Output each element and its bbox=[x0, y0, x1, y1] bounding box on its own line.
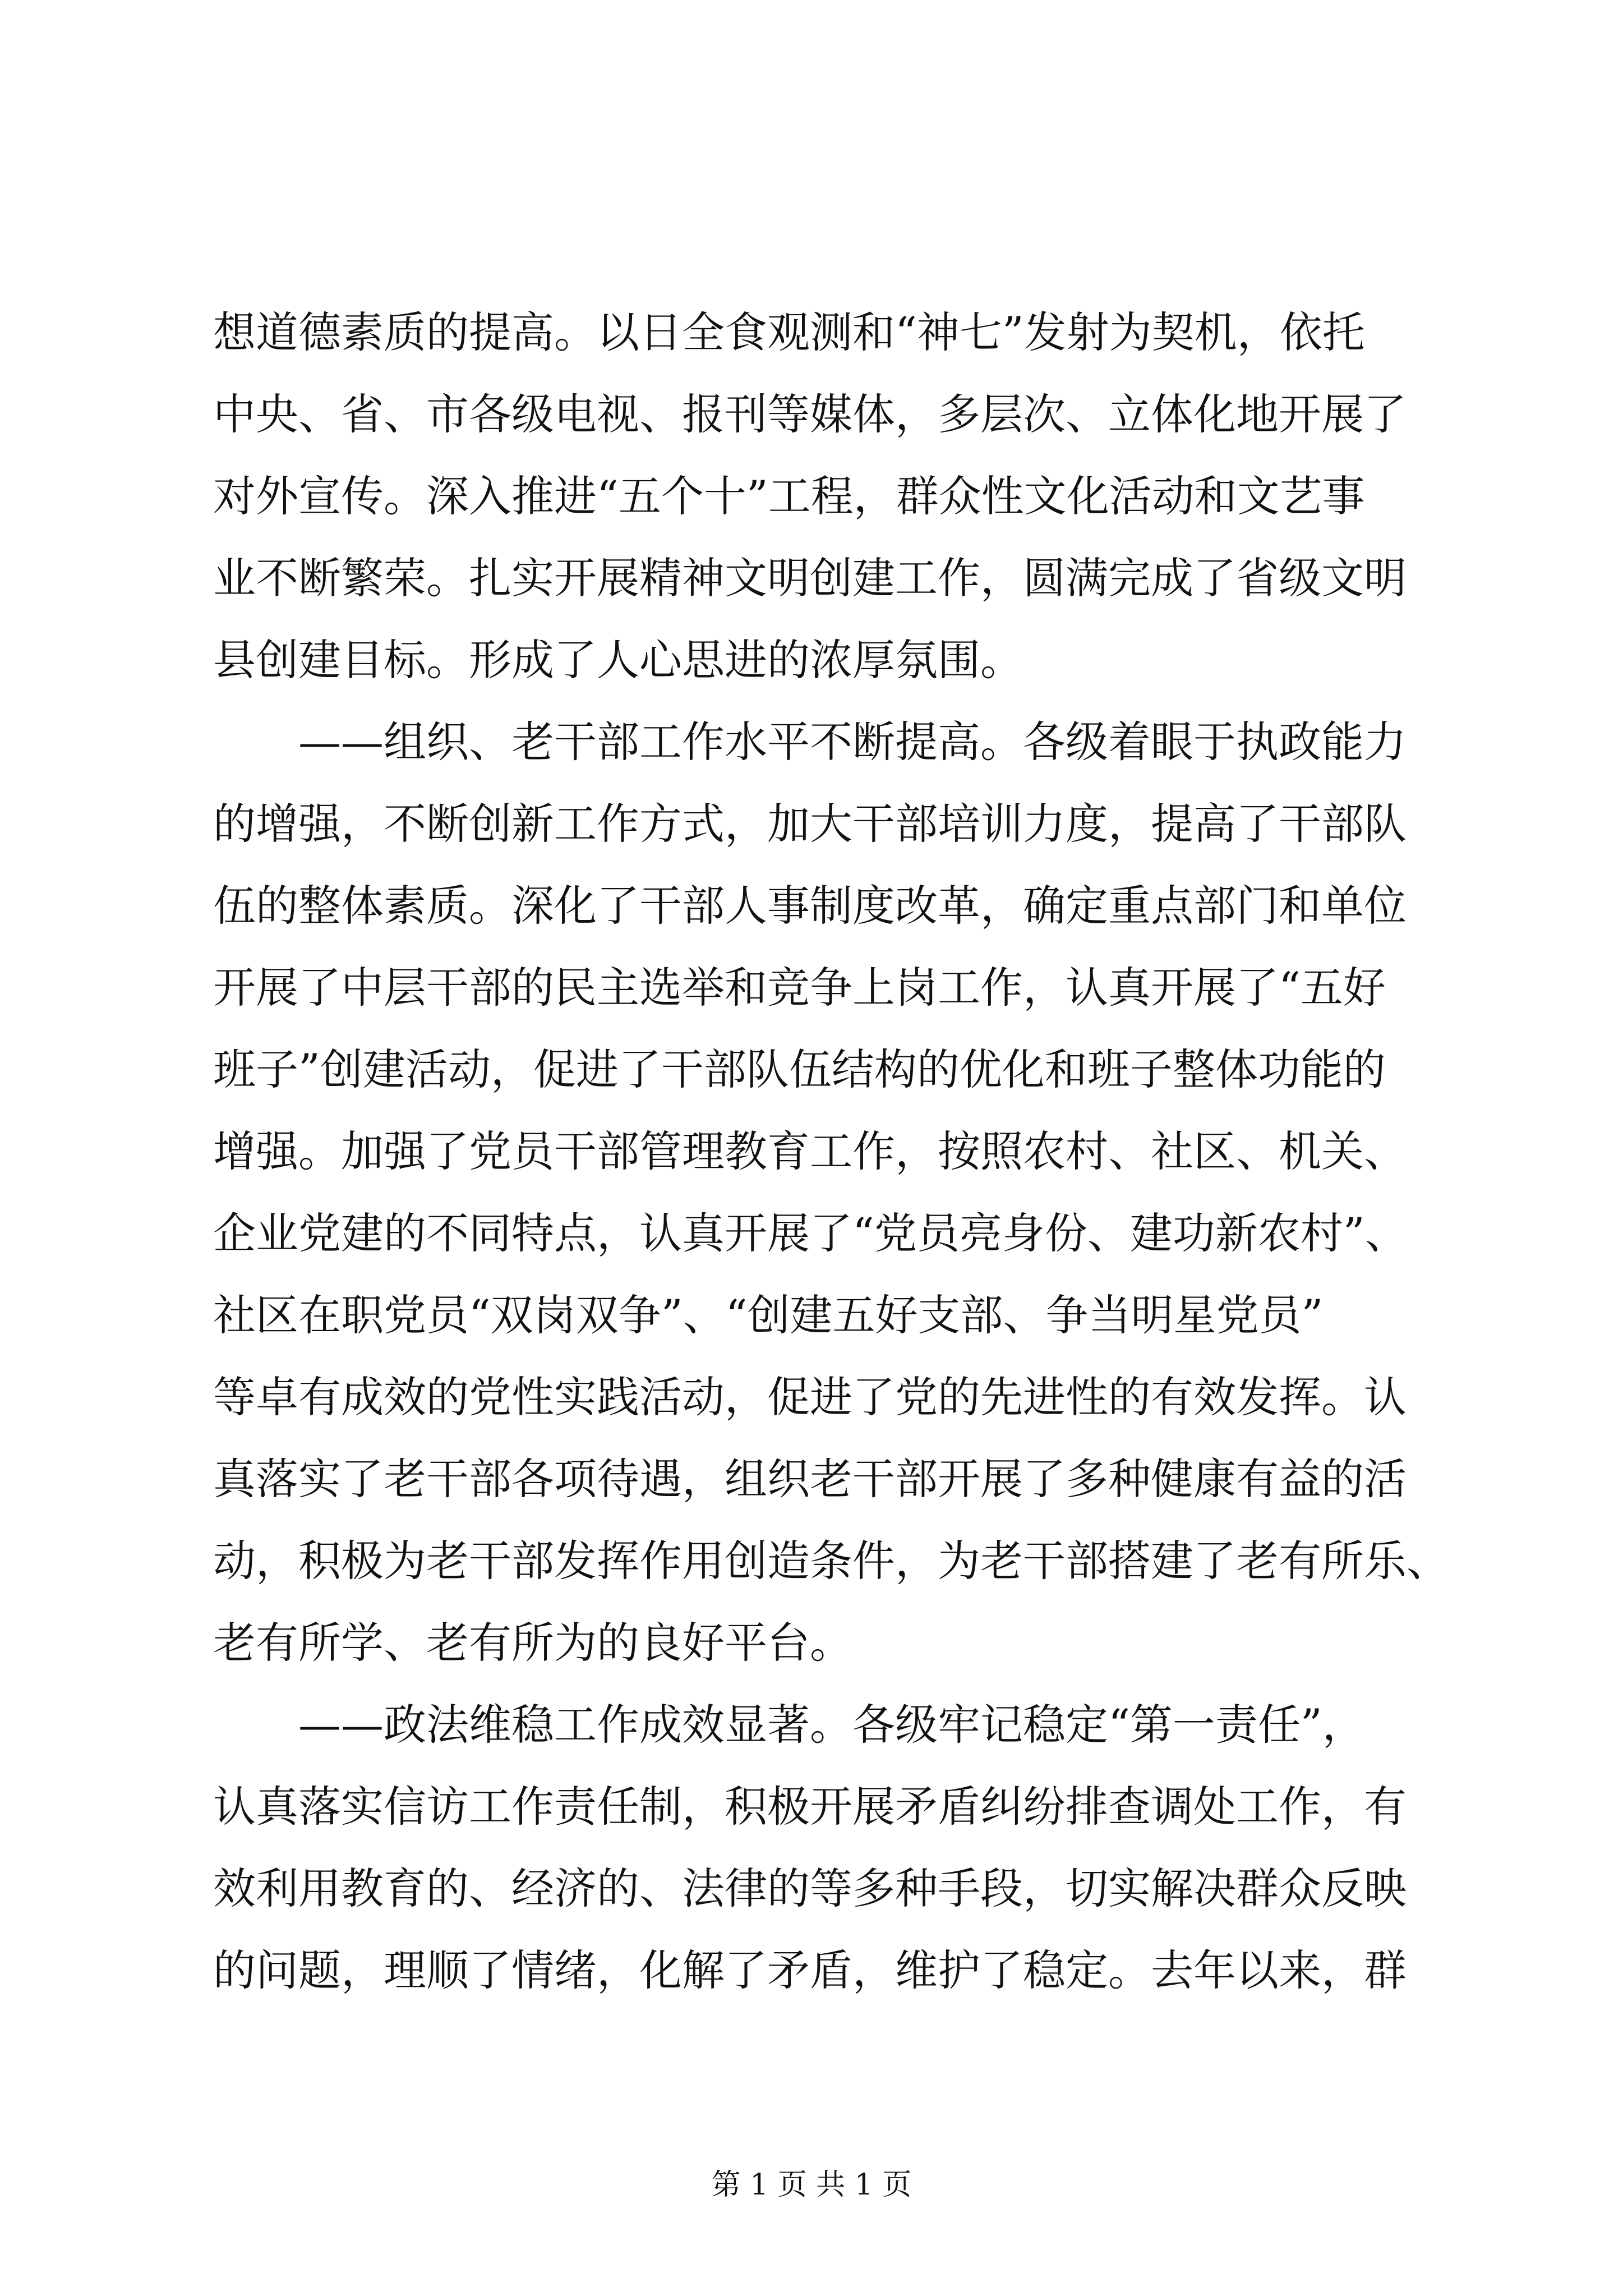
text-line: 动，积极为老干部发挥作用创造条件，为老干部搭建了老有所乐、 bbox=[213, 1536, 1449, 1586]
text-line: 效利用教育的、经济的、法律的等多种手段，切实解决群众反映 bbox=[213, 1864, 1407, 1913]
text-line: 业不断繁荣。扎实开展精神文明创建工作，圆满完成了省级文明 bbox=[213, 553, 1407, 603]
text-line: 想道德素质的提高。以日全食观测和“神七”发射为契机，依托 bbox=[213, 307, 1365, 357]
text-line: 真落实了老干部各项待遇，组织老干部开展了多种健康有益的活 bbox=[213, 1454, 1407, 1504]
page-footer bbox=[0, 2165, 1623, 2205]
text-line: 社区在职党员“双岗双争”、“创建五好支部、争当明星党员” bbox=[213, 1290, 1324, 1340]
text-line: 的问题，理顺了情绪，化解了矛盾，维护了稳定。去年以来，群 bbox=[213, 1945, 1407, 1995]
text-line: 增强。加强了党员干部管理教育工作，按照农村、社区、机关、 bbox=[213, 1126, 1407, 1176]
text-line: 开展了中层干部的民主选举和竞争上岗工作，认真开展了“五好 bbox=[213, 963, 1386, 1013]
text-line: ——政法维稳工作成效显著。各级牢记稳定“第一责任”， bbox=[213, 1700, 1365, 1750]
text-line: 县创建目标。形成了人心思进的浓厚氛围。 bbox=[213, 635, 1023, 685]
page-number: 第 1 页 共 1 页 bbox=[711, 2168, 912, 2202]
text-line: ——组织、老干部工作水平不断提高。各级着眼于执政能力 bbox=[213, 717, 1407, 767]
text-line: 对外宣传。深入推进“五个十”工程，群众性文化活动和文艺事 bbox=[213, 471, 1365, 521]
text-line: 中央、省、市各级电视、报刊等媒体，多层次、立体化地开展了 bbox=[213, 389, 1407, 439]
text-line: 的增强，不断创新工作方式，加大干部培训力度，提高了干部队 bbox=[213, 799, 1407, 849]
text-line: 等卓有成效的党性实践活动，促进了党的先进性的有效发挥。认 bbox=[213, 1372, 1407, 1422]
text-line: 老有所学、老有所为的良好平台。 bbox=[213, 1618, 852, 1668]
text-line: 认真落实信访工作责任制，积极开展矛盾纠纷排查调处工作，有 bbox=[213, 1782, 1407, 1832]
document-body bbox=[213, 292, 1449, 2012]
text-line: 企业党建的不同特点，认真开展了“党员亮身份、建功新农村”、 bbox=[213, 1208, 1408, 1258]
text-line: 班子”创建活动，促进了干部队伍结构的优化和班子整体功能的 bbox=[213, 1045, 1386, 1094]
text-line: 伍的整体素质。深化了干部人事制度改革，确定重点部门和单位 bbox=[213, 881, 1407, 931]
